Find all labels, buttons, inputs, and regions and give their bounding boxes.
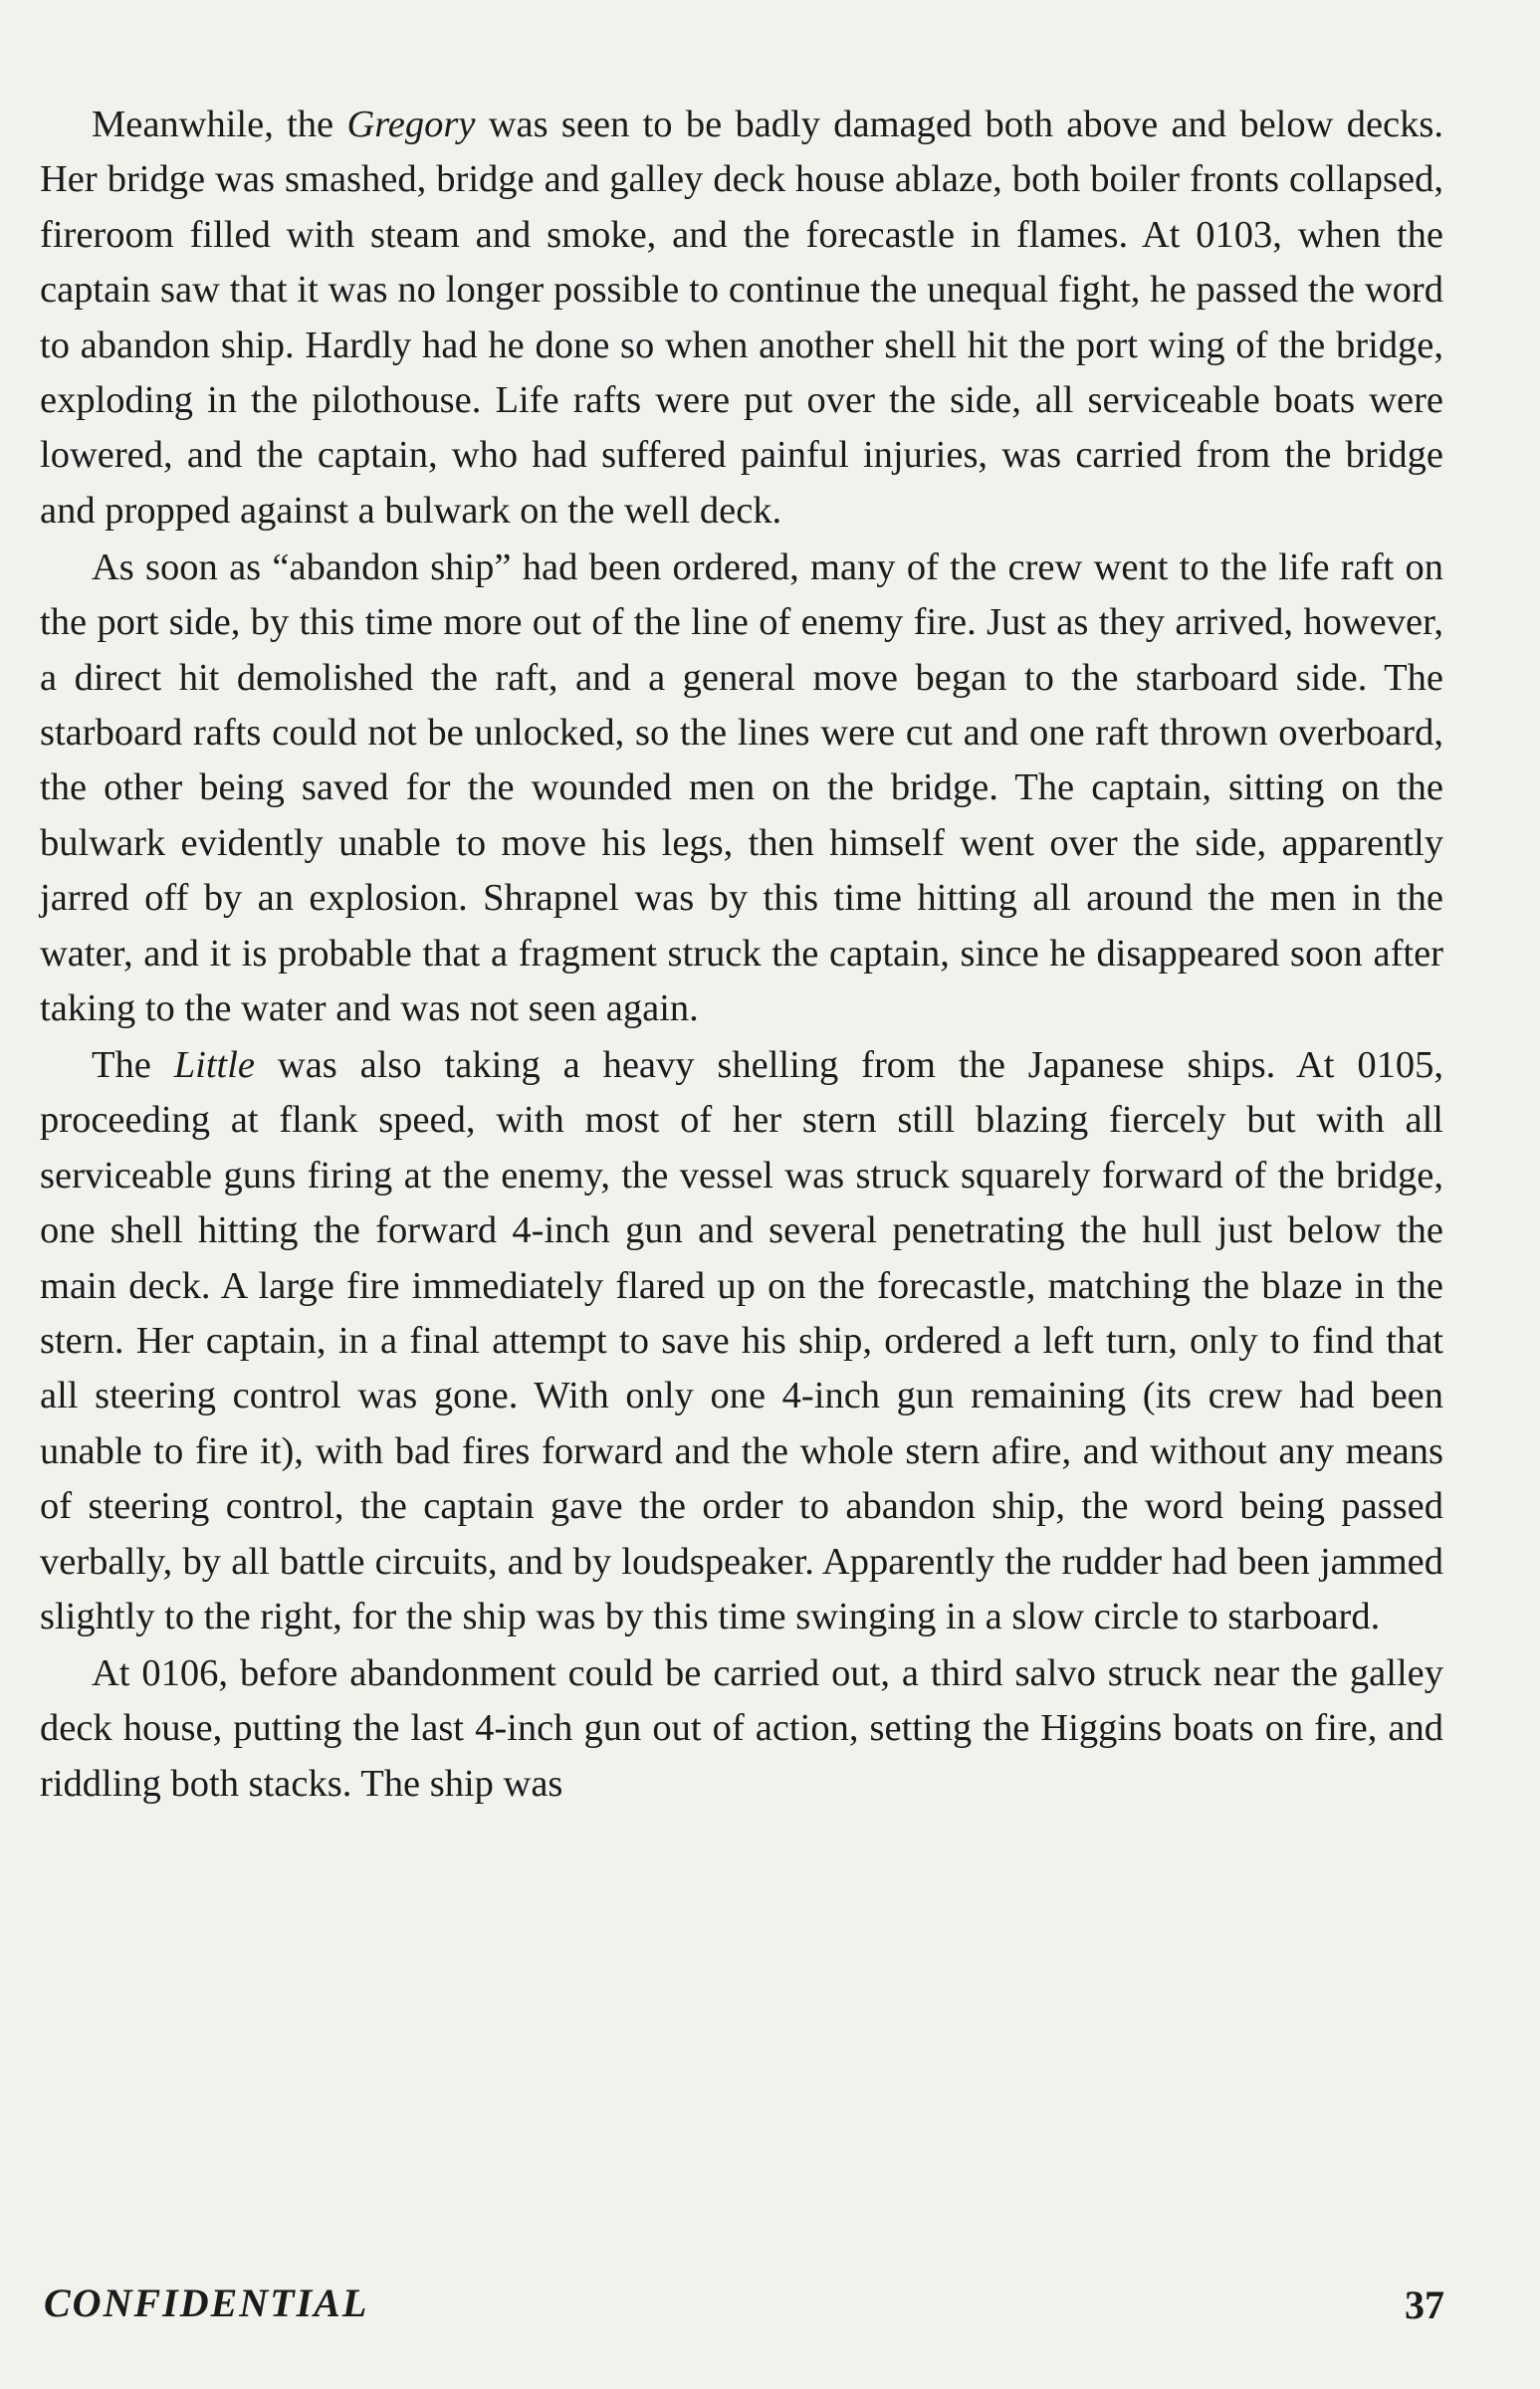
paragraph [40, 541, 1443, 1037]
text-segment: Meanwhile, the [92, 104, 347, 145]
ship-name: Gregory [346, 104, 476, 145]
paragraph [40, 1646, 1443, 1812]
text-segment: was also taking a heavy shelling from the Japanese ships. At 0105, proceeding at flank speed, with most of her stern still blazing fiercely but with all serviceable guns firing at the enemy, the vessel was struck squarely forward of the bridge, one shell hitting the forward 4-inch gun and several penetrating the hull just below the main deck. A large fire immediately flared up on the forecastle, matching the blaze in the stern. Her captain, in a final attempt to save his ship, ordered a left turn, only to find that all steering control was gone. With only one 4-inch gun remaining (its crew had been unable to fire it), with bad fires forward and the whole stern afire, and without any means of steering control, the captain gave the order to abandon ship, the word being passed verbally, by all battle circuits, and by loudspeaker. Apparently the rudder had been jammed slightly to the right, for the ship was by this time swinging in a slow circle to starboard. [40, 1043, 1443, 1637]
text-segment: At 0106, before abandonment could be carried out, a third salvo struck near the galley deck house, putting the last 4-inch gun out of action, setting the Higgins boats on fire, and riddling both stacks. The ship was [40, 1651, 1443, 1805]
paragraph [40, 1038, 1443, 1644]
text-segment: was seen to be badly damaged both above and below decks. Her bridge was smashed, bridge and galley deck house ablaze, both boiler fronts collapsed, fireroom filled with steam and smoke, and the forecastle in flames. At 0103, when the captain saw that it was no longer possible to continue the unequal fight, he passed the word to abandon ship. Hardly had he done so when another shell hit the port wing of the bridge, exploding in the pilothouse. Life rafts were put over the side, all serviceable boats were lowered, and the captain, who had suffered painful injuries, was carried from the bridge and propped against a bulwark on the well deck. [40, 104, 1443, 532]
classification-label: CONFIDENTIAL [44, 2280, 369, 2325]
text-segment: As soon as “abandon ship” had been ordered, many of the crew went to the life raft on the port side, by this time more out of the line of enemy fire. Just as they arrived, however, a direct hit demolished the raft, and a general move began to the starboard side. The starboard rafts could not be unlocked, so the lines were cut and one raft thrown overboard, the other being saved for the wounded men on the bridge. The captain, sitting on the bulwark evidently unable to move his legs, then himself went over the side, apparently jarred off by an explosion. Shrapnel was by this time hitting all around the men in the water, and it is probable that a fragment struck the captain, since he disappeared soon after taking to the water and was not seen again. [40, 545, 1443, 1029]
paragraph [40, 98, 1443, 539]
page-number: 37 [1405, 2282, 1444, 2327]
text-segment: The [92, 1043, 174, 1086]
ship-name: Little [173, 1043, 256, 1086]
body-text [40, 98, 1443, 1814]
